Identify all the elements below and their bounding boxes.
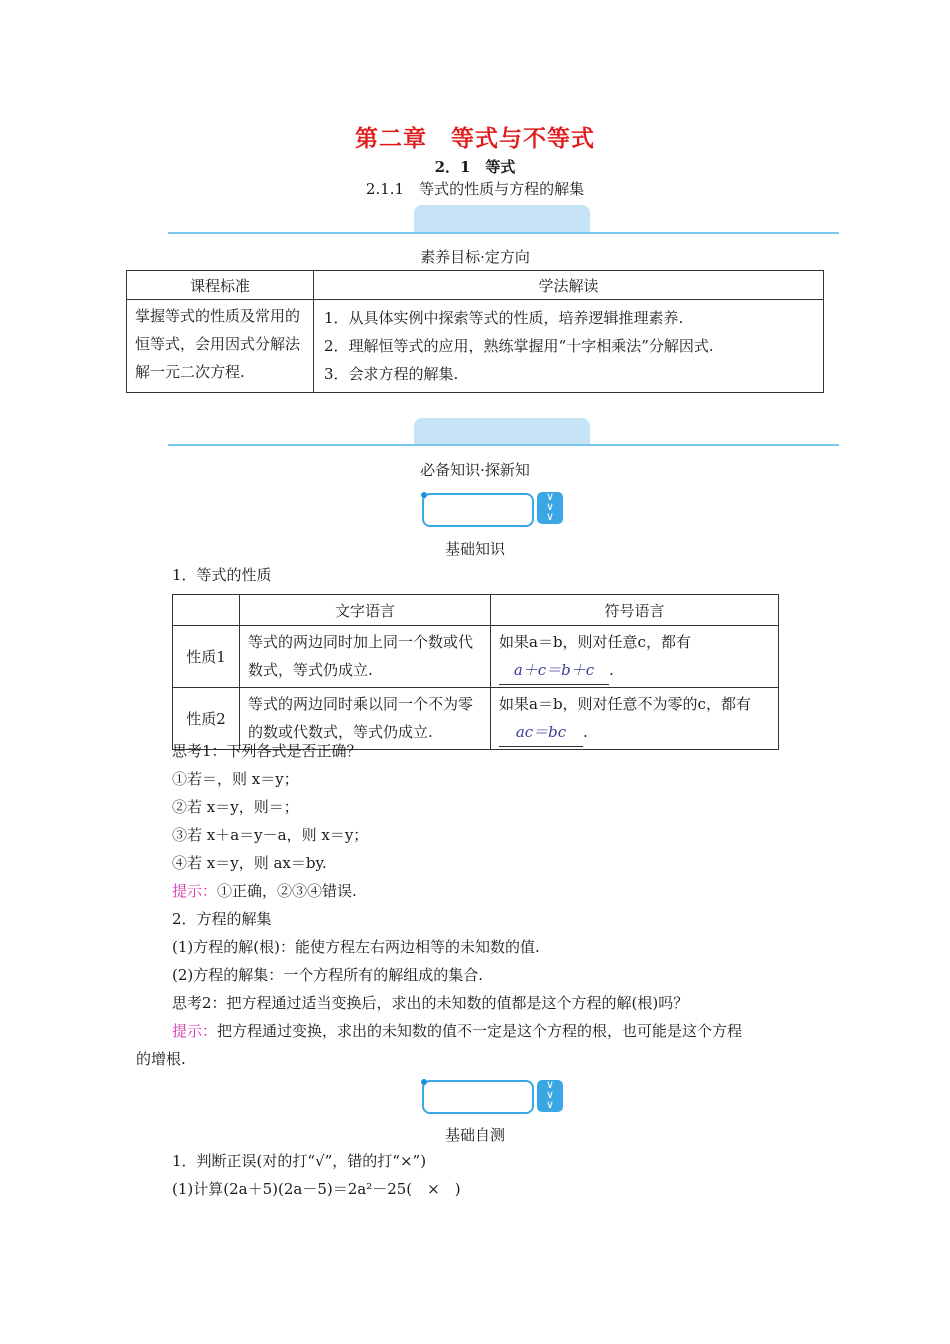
chevron-down-icon: ∨ ∨ ∨ xyxy=(537,1080,563,1112)
prop-symbol-text: 如果a＝b，则对任意不为零的c，都有 xyxy=(499,695,751,713)
prop-name: 性质2 xyxy=(173,688,240,750)
prop-symbol-text: 如果a＝b，则对任意c，都有 xyxy=(499,633,691,651)
properties-table xyxy=(172,594,779,750)
goals-standard-cell: 掌握等式的性质及常用的恒等式，会用因式分解法解一元二次方程. xyxy=(127,300,314,393)
hint-text: ①正确，②③④错误. xyxy=(217,882,357,900)
goals-header-standard: 课程标准 xyxy=(127,271,314,300)
props-header-text: 文字语言 xyxy=(240,595,491,626)
method-item: 1．从具体实例中探索等式的性质，培养逻辑推理素养. xyxy=(324,309,684,327)
hint-text-cont: 的增根. xyxy=(136,1050,186,1068)
chapter-title: 第二章 等式与不等式 xyxy=(355,125,595,152)
hint-line xyxy=(172,877,357,905)
think-item: ①若＝，则 x＝y； xyxy=(172,770,299,788)
dot-icon xyxy=(421,492,427,498)
banner-tab xyxy=(414,418,590,446)
item-heading: 1．等式的性质 xyxy=(172,566,272,584)
section-box xyxy=(422,493,534,527)
hint-label: 提示： xyxy=(172,882,218,900)
prop-text: 等式的两边同时乘以同一个不为零的数或代数式，等式仍成立. xyxy=(240,688,491,750)
test-heading: 1．判断正误(对的打“√”，错的打“×”) xyxy=(172,1152,427,1170)
think-item: ④若 x＝y，则 ax＝by. xyxy=(172,854,327,872)
think-question: 思考1：下列各式是否正确？ xyxy=(172,742,362,760)
hint-label: 提示： xyxy=(172,1022,218,1040)
prop-symbol xyxy=(491,688,779,750)
banner-knowledge: 必备知识·探新知 xyxy=(420,461,530,479)
props-header-empty xyxy=(173,595,240,626)
answer-blank: ac＝bc xyxy=(499,718,583,747)
definition-line: (2)方程的解集：一个方程所有的解组成的集合. xyxy=(172,966,484,984)
method-item: 3．会求方程的解集. xyxy=(324,365,459,383)
prop-symbol xyxy=(491,626,779,688)
hint-line xyxy=(172,1017,742,1045)
prop-symbol-end: . xyxy=(609,661,614,679)
prop-symbol-end: . xyxy=(583,723,588,741)
box-label-basics: 基础知识 xyxy=(444,540,505,558)
chevron-down-icon: ∨ ∨ ∨ xyxy=(537,492,563,524)
think-item: ②若 x＝y，则＝； xyxy=(172,798,299,816)
goals-table xyxy=(126,270,824,393)
dot-icon xyxy=(421,1079,427,1085)
definition-line: (1)方程的解(根)：能使方程左右两边相等的未知数的值. xyxy=(172,938,540,956)
method-item: 2．理解恒等式的应用，熟练掌握用“十字相乘法”分解因式. xyxy=(324,337,714,355)
goals-methods-cell xyxy=(314,300,824,393)
banner-divider xyxy=(168,232,839,234)
banner-divider xyxy=(168,444,839,446)
test-question: (1)计算(2a＋5)(2a－5)＝2a²－25( × ) xyxy=(172,1180,461,1198)
props-header-symbol: 符号语言 xyxy=(491,595,779,626)
banner-goals: 素养目标·定方向 xyxy=(420,248,530,266)
item-heading: 2．方程的解集 xyxy=(172,910,272,928)
prop-text: 等式的两边同时加上同一个数或代数式，等式仍成立. xyxy=(240,626,491,688)
box-label-selftest: 基础自测 xyxy=(444,1126,505,1144)
think-question: 思考2：把方程通过适当变换后，求出的未知数的值都是这个方程的解(根)吗？ xyxy=(172,994,689,1012)
section-box xyxy=(422,1080,534,1114)
banner-tab xyxy=(414,205,590,233)
section-title: 2．1 等式 xyxy=(434,158,516,176)
hint-text: 把方程通过变换，求出的未知数的值不一定是这个方程的根，也可能是这个方程 xyxy=(217,1022,743,1040)
subsection-title: 2.1.1 等式的性质与方程的解集 xyxy=(365,180,585,198)
think-item: ③若 x＋a＝y－a，则 x＝y； xyxy=(172,826,369,844)
goals-header-methods: 学法解读 xyxy=(314,271,824,300)
prop-name: 性质1 xyxy=(173,626,240,688)
answer-blank: a＋c＝b＋c xyxy=(499,656,609,685)
